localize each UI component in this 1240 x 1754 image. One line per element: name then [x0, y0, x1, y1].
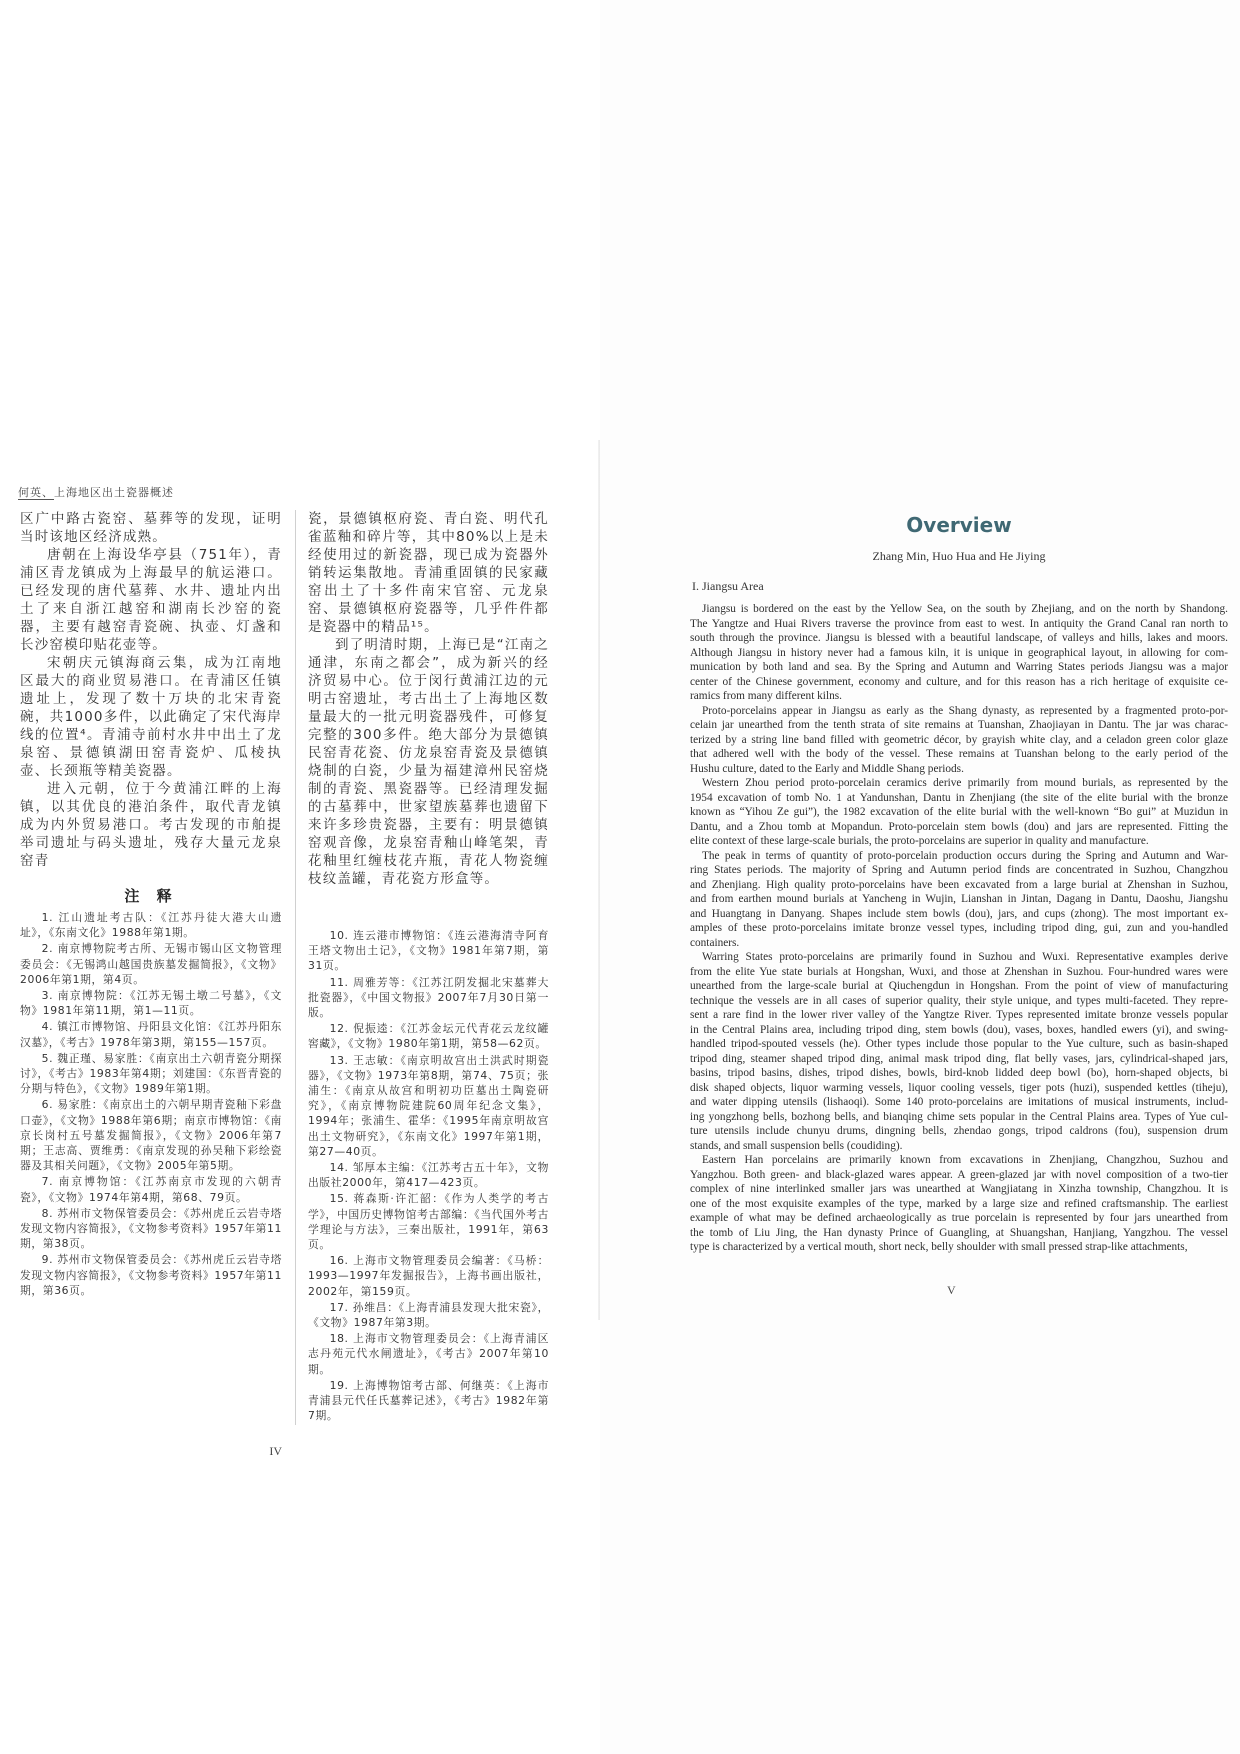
text-line: ring States periods. The majority of Spring and Autumn period finds are concentrated in Suzhou, Changzhou: [690, 864, 1228, 876]
text-line: tripod ding, steamer shaped tripod ding, animal mask tripod ding, flat belly vases, jars, cylindrical-shaped jars,: [690, 1052, 1228, 1065]
footnote: 17. 孙维昌：《上海青浦县发现大批宋瓷》，《文物》1987年第3期。: [308, 1300, 549, 1330]
notes-column-2: [308, 928, 549, 1424]
footnote: 3. 南京博物院：《江苏无锡土墩二号墓》，《文物》1981年第11期，第1—11页。: [20, 989, 282, 1018]
text-line: and water dipping utensils (lishaoqi). Some 140 proto-porcelains are imitations of musical instruments, includ-: [690, 1096, 1228, 1108]
text-line: Yangzhou. Both green- and black-glazed wares appear. A green-glazed jar with novel composition of a two-tier: [690, 1168, 1228, 1181]
chinese-text-column-1: [20, 510, 282, 870]
text-line: Dantu, and a Zhou tomb at Mopandun. Proto-porcelain stem bowls (dou) and jars are represented. Fitting the: [690, 820, 1228, 833]
text-line: ramics from many different kilns.: [690, 690, 842, 702]
text-line: elite context of these large-scale burials, the proto-porcelains are superior in quality and manufacture.: [690, 835, 1149, 847]
chinese-text-column-2: [308, 510, 549, 888]
footnote: 6. 易家胜：《南京出土的六朝早期青瓷釉下彩盘口壶》，《文物》1988年第6期；南京市博物馆：《南京长岗村五号墓发掘简报》，《文物》2006年第7期；王志高、贾维勇：《南京发现的孙吴釉下彩绘瓷器及其相关问题》，《文物》2005年第5期。: [20, 1098, 282, 1173]
running-head-author: 何英、: [18, 486, 54, 499]
page-number-left: IV: [269, 1443, 282, 1458]
footnote: 5. 魏正瑾、易家胜：《南京出土六朝青瓷分期探讨》，《考古》1983年第4期；刘建国：《东晋青瓷的分期与特色》，《文物》1989年第1期。: [20, 1051, 282, 1096]
text-line: and Huangtang in Danyang. Shapes include stem bowls (dou), jars, and cups (zhong). The most important ex-: [690, 907, 1228, 920]
footnote: 2. 南京博物院考古所、无锡市锡山区文物管理委员会：《无锡鸿山越国贵族墓发掘简报》，《文物》2006年第1期，第4页。: [20, 942, 282, 986]
text-line: Eastern Han porcelains are primarily known from excavations in Zhenjiang, Changzhou, Suzhou and: [702, 1154, 1228, 1166]
footnote: 15. 蒋森斯·许汇韶：《作为人类学的考古学》，中国历史博物馆考古部编：《当代国外考古学理论与方法》，三秦出版社，1991年，第63页。: [308, 1192, 549, 1252]
text-line: disk shaped objects, liquor warming vessels, liquor cooling vessels, tiger pots (huzi), suspended kettles (tiheju),: [690, 1081, 1228, 1094]
paragraph: 区广中路古瓷窑、墓葬等的发现，证明当时该地区经济成熟。: [20, 511, 282, 545]
text-line: ing yongzhong bells, bozhong bells, and bianqing chime sets popular in the Central Plains area. Types of Yue cul-: [690, 1110, 1228, 1123]
text-line: ture utensils include chunyu drums, dingning bells, zhendao gongs, tripod caldrons (fou), suspension drum: [690, 1125, 1228, 1137]
text-line: celain jar unearthed from the tenth strata of site remains at Tuanshan, Zhaojiayan in Dantu. The jar was charac-: [690, 719, 1228, 731]
footnote: 14. 邹厚本主编：《江苏考古五十年》，文物出版社2000年，第417—423页。: [308, 1161, 549, 1190]
paragraph: 唐朝在上海设华亭县（751年），青浦区青龙镇成为上海最早的航运港口。已经发现的唐代墓葬、水井、遗址内出土了来自浙江越窑和湖南长沙窑的瓷器，主要有越窑青瓷碗、执壶、灯盏和长沙窑模印贴花壶等。: [20, 547, 282, 653]
text-line: The Yangtze and Huai Rivers traverse the province from east to west. In antiquity the Grand Canal ran north to: [690, 617, 1228, 630]
section-heading: I. Jiangsu Area: [692, 579, 764, 593]
footnote: 4. 镇江市博物馆、丹阳县文化馆：《江苏丹阳东汉墓》，《考古》1978年第3期，第155—157页。: [20, 1020, 282, 1049]
paragraph: 到了明清时期，上海已是“江南之通津，东南之都会”，成为新兴的经济贸易中心。位于闵行黄浦江边的元明古窑遗址，考古出土了上海地区数量最大的一批元明瓷器残件，可修复完整的300多件。绝大部分为景德镇民窑青花瓷、仿龙泉窑青瓷及景德镇烧制的白瓷，少量为福建漳州民窑烧制的青瓷、黑瓷器等。已经清理发掘的古墓葬中，世家望族墓葬也遗留下来许多珍贵瓷器，主要有：明景德镇窑观音像，龙泉窑青釉山峰笔架，青花釉里红缠枝花卉瓶，青花人物瓷缠枝纹盖罐，青花瓷方形盒等。: [308, 637, 549, 887]
text-line: amples of these proto-porcelains imitate bronze vessel types, including tripod ding, gui, zun and you-handled: [690, 922, 1228, 934]
text-line: known as “Yihou Ze gui”), the 1982 excavation of the elite burial with the well-known “Bo gui” at Muzidun in: [690, 806, 1228, 818]
text-line: and from earthen mound burials at Yancheng in Wujin, Lianshan in Jintan, Dagang in Dantu, Daoshu, Jiangshu: [690, 893, 1228, 905]
column-divider: [295, 510, 549, 1425]
text-line: complex of nine interlinked smaller jars was unearthed at Wangjiatang in Xinzha township, Changzhou. It is: [690, 1183, 1228, 1195]
text-line: basins, tripod basins, dishes, tripod dishes, bowls, bird-knob lidded deep bowl (bo), horn-shaped objects, bi: [690, 1067, 1228, 1079]
paragraph: 进入元朝，位于今黄浦江畔的上海镇，以其优良的港泊条件，取代青龙镇成为内外贸易港口。考古发现的市舶提举司遗址与码头遗址，残存大量元龙泉窑青: [20, 781, 282, 869]
article-title: Overview: [906, 513, 1012, 537]
text-line: south through the province. Jiangsu is blessed with a beautiful landscape, of valleys and hills, lakes and moors.: [690, 632, 1228, 644]
text-line: unearthed from the large-scale burial at Qiuchengdun in Hongshan. From the point of view of manufacturing: [690, 980, 1228, 992]
text-line: 1954 excavation of tomb No. 1 at Yandunshan, Dantu in Zhenjiang (the site of the elite burial with the bronze: [690, 791, 1228, 804]
text-line: The peak in terms of quantity of proto-porcelain production occurs during the Spring and Autumn and War-: [702, 849, 1228, 862]
text-line: terized by a string line band filled with geometric décor, by grayish white clay, and a celadon green color glaze: [690, 733, 1228, 746]
footnote: 18. 上海市文物管理委员会：《上海青浦区志丹苑元代水闸遗址》，《考古》2007年第10期。: [308, 1332, 549, 1376]
left-page-columns: [20, 510, 549, 1459]
footnote: 9. 苏州市文物保管委员会：《苏州虎丘云岩寺塔发现文物内容简报》，《文物参考资料》1957年第11期，第36页。: [20, 1253, 282, 1297]
footnote: 1. 江山遗址考古队：《江苏丹徒大港大山遗址》，《东南文化》1988年第1期。: [20, 911, 282, 940]
footnote: 11. 周雅芳等：《江苏江阴发掘北宋墓葬大批瓷器》，《中国文物报》2007年7月30日第一版。: [308, 975, 549, 1020]
text-line: Proto-porcelains appear in Jiangsu as early as the Shang dynasty, as represented by a fragmented proto-por-: [702, 704, 1228, 717]
notes-column-1: [20, 910, 282, 1298]
text-line: handled tripod-spouted vessels (he). Other types include those popular to the Yue culture, such as basin-shaped: [690, 1038, 1228, 1050]
text-line: Although Jiangsu in history never had a famous kiln, it is unique in geographical layout, in allowing for com-: [690, 646, 1228, 659]
article-authors: Zhang Min, Huo Hua and He Jiying: [872, 549, 1046, 563]
text-line: Hushu culture, dated to the Early and Middle Shang periods.: [690, 762, 964, 775]
footnote: 19. 上海博物馆考古部、何继英：《上海市青浦县元代任氏墓葬记述》，《考古》1982年第7期。: [308, 1378, 549, 1423]
footnote: 12. 倪振逵：《江苏金坛元代青花云龙纹罐窖藏》，《文物》1980年第1期，第58—62页。: [308, 1022, 549, 1051]
text-line: Warring States proto-porcelains are primarily found in Suzhou and Wuxi. Representative examples derive: [702, 951, 1228, 963]
text-line: in the Central Plains area, including tripod ding, stem bowls (dou), vases, boxes, handled ewers (yi), and swing-: [690, 1023, 1228, 1036]
footnote: 10. 连云港市博物馆：《连云港海清寺阿育王塔文物出土记》，《文物》1981年第7期，第31页。: [308, 929, 549, 973]
text-line: technique the vessels are in all cases of superior quality, their style unique, and types multi-faceted. They repre-: [690, 994, 1228, 1007]
text-line: type is characterized by a vertical mouth, short neck, belly shoulder with small pressed strap-like attachments,: [690, 1241, 1188, 1253]
text-line: from the elite Yue state burials at Hongshan, Wuxi, and those at Zhenshan in Suzhou. Four-hundred wares were: [690, 965, 1228, 978]
text-line: that adhered well with the body of the vessel. These remains at Tuanshan belong to the early period of the: [690, 748, 1228, 760]
text-line: sent a rare find in the lower river valley of the Yangtze River. Types represented imitate bronze vessels popular: [690, 1009, 1228, 1021]
footnote: 8. 苏州市文物保管委员会：《苏州虎丘云岩寺塔发现文物内容简报》，《文物参考资料》1957年第11期，第38页。: [20, 1206, 282, 1251]
text-line: example of what may be defined archaeologically as true porcelain is represented by four jars unearthed from: [690, 1212, 1228, 1224]
text-line: center of the Chinese government, economy and culture, and for this reason has a rich heritage of exquisite ce-: [690, 675, 1228, 688]
paragraph: 瓷，景德镇枢府瓷、青白瓷、明代孔雀蓝釉和碎片等，其中80%以上是未经使用过的新瓷器，现已成为瓷器外销转运集散地。青浦重固镇的民家藏窑出土了十多件南宋官窑、元龙泉窑、景德镇枢府瓷器等，几乎件件都是瓷器中的精品¹⁵。: [308, 511, 549, 635]
notes-title: 注 释: [124, 887, 178, 905]
text-line: Western Zhou period proto-porcelain ceramics derive primarily from mound burials, as represented by the: [702, 777, 1228, 789]
text-line: munication by both land and sea. By the Spring and Autumn and Warring States periods Jiangsu was a major: [690, 661, 1228, 673]
running-head: [18, 484, 174, 500]
english-body-text: [690, 602, 1228, 1255]
footnote: 7. 南京博物馆：《江苏南京市发现的六朝青瓷》，《文物》1974年第4期，第68、79页。: [20, 1175, 282, 1204]
text-line: one of the most exquisite examples of the type, marked by a large size and refined craftsmanship. The earliest: [690, 1197, 1228, 1210]
footnote: 13. 王志敏：《南京明故宫出土洪武时期瓷器》，《文物》1973年第8期，第74、75页；张浦生：《南京从故宫和明初功臣墓出土陶瓷研究》，《南京博物院建院60周年纪念文集》，1994年；张浦生、霍华：《1995年南京明故宫出土文物研究》，《东南文化》1997年第1期，第27—40页。: [308, 1053, 549, 1158]
text-line: containers.: [690, 936, 740, 949]
text-line: the tomb of Liu Jing, the Han dynasty Prince of Guangling, at Shuangshan, Hanjiang, Yangzhou. The vessel: [690, 1226, 1228, 1239]
notes-spacer: [308, 888, 549, 928]
page-number-right: V: [947, 1283, 956, 1297]
left-page: [0, 0, 600, 1754]
text-line: and Zhenjiang. High quality proto-porcelains have been excavated from a large burial at Zhenshan in Suzhou,: [690, 878, 1228, 891]
text-line: stands, and small suspension bells (coudiding).: [690, 1139, 903, 1152]
text-line: Jiangsu is bordered on the east by the Yellow Sea, on the south by Zhejiang, and on the north by Shandong.: [702, 603, 1228, 615]
running-head-title: 上海地区出土瓷器概述: [54, 486, 174, 499]
footnote: 16. 上海市文物管理委员会编著：《马桥：1993—1997年发掘报告》，上海书画出版社，2002年，第159页。: [308, 1254, 549, 1298]
left-column-1: [20, 510, 282, 1299]
paragraph: 宋朝庆元镇海商云集，成为江南地区最大的商业贸易港口。在青浦区任镇遗址上，发现了数十万块的北宋青瓷碗，共1000多件，以此确定了宋代海岸线的位置⁴。青浦寺前村水井中出土了龙泉窑、景德镇湖田窑青瓷炉、瓜棱执壶、长颈瓶等精美瓷器。: [20, 655, 282, 779]
